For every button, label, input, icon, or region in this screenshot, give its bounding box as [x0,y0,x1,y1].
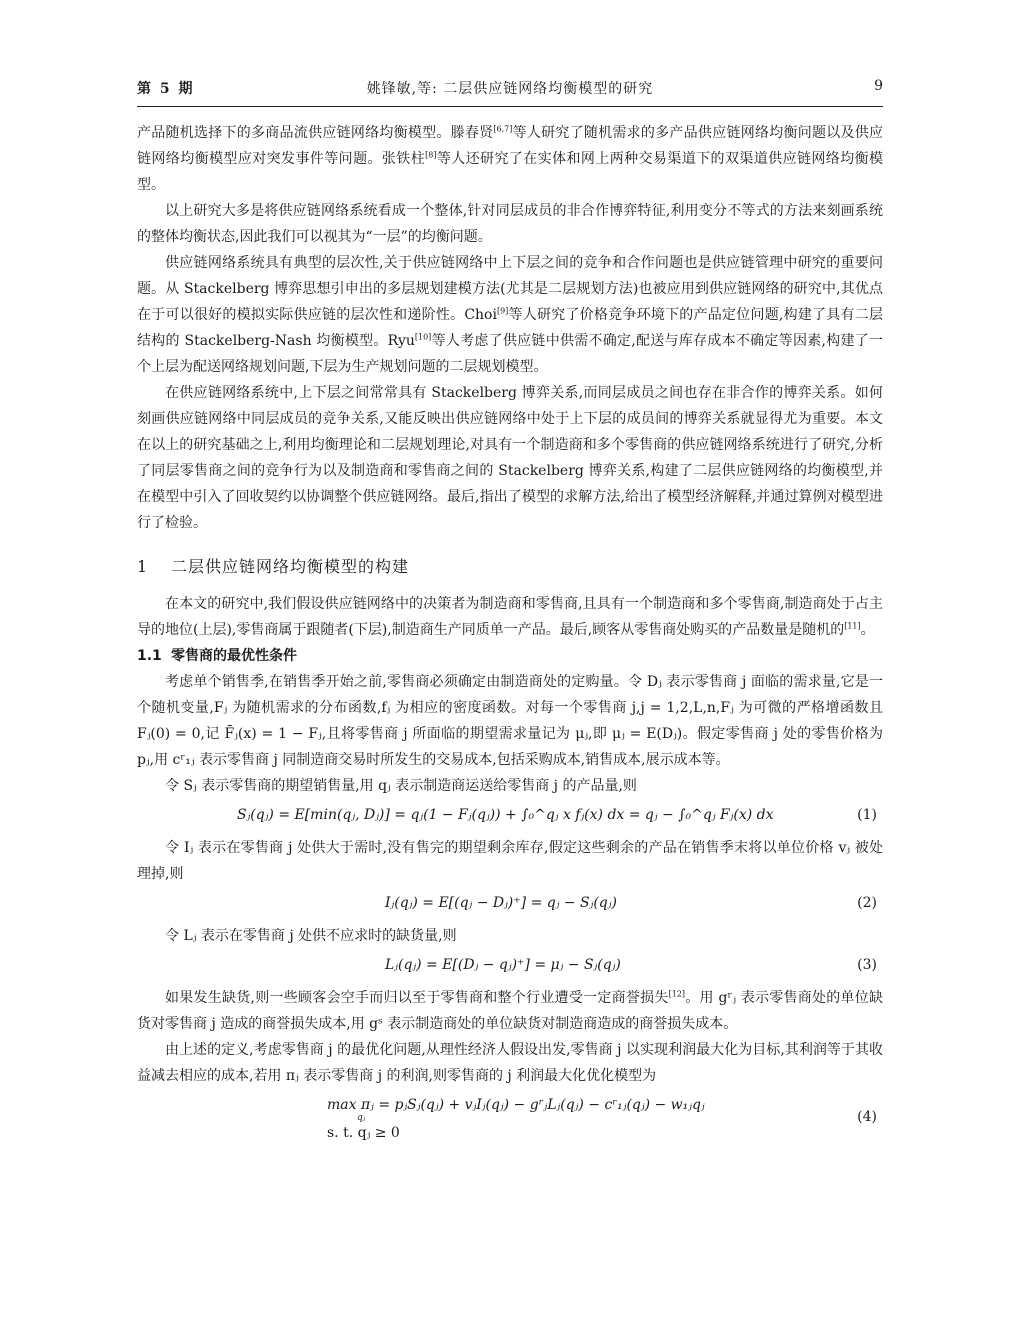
text-run: 如果发生缺货,则一些顾客会空手而归以至于零售商和整个行业遭受一定商誉损失 [165,990,669,1006]
text-run: 等人还研究了在实体和网上两种交易渠道下的双渠道供应链网络均衡模型。 [137,151,884,193]
equation-expression: Iⱼ(qⱼ) = E[(qⱼ − Dⱼ)⁺] = qⱼ − Sⱼ(qⱼ) [385,895,617,911]
text-run: 等人研究了价格竞争环境下的产品定位问题,构建了具有二层结构的 Stackelberg-Nash 均衡模型。Ryu [137,307,883,349]
citation: [6,7] [493,124,513,134]
subsection-paragraph-2: 令 Sⱼ 表示零售商的期望销售量,用 qⱼ 表示制造商运送给零售商 j 的产品量,则 [165,778,637,794]
subsection-heading-1-1 [137,643,883,669]
text-run: 等人研究了随机需求的多产品供应链网络均衡问题以及供应链网络均衡模型应对突发事件等问题。张铁柱 [137,125,884,167]
citation: [12] [668,989,686,999]
equation-number: (2) [857,895,877,911]
subsection-number: 1.1 [137,648,162,664]
running-header [137,78,883,102]
citation: [8] [425,150,437,160]
subsection-title: 零售商的最优性条件 [171,648,297,664]
equation-expression: Lⱼ(qⱼ) = E[(Dⱼ − qⱼ)⁺] = μⱼ − Sⱼ(qⱼ) [385,957,621,973]
subsection-paragraph-1: 考虑单个销售季,在销售季开始之前,零售商必须确定由制造商处的定购量。令 Dⱼ 表示零售商 j 面临的需求量,它是一个随机变量,Fⱼ 为随机需求的分布函数,fⱼ 为相应的密度函数。对每一个零售商 j,j = 1,2,L,n,Fⱼ 为可微的严格增函数且 Fⱼ(0) = 0,记 F̄ⱼ(x) = 1 − Fⱼ,且将零售商 j 所面临的期望需求量记为 μⱼ,即 μⱼ = E(Dⱼ)。假定零售商 j 处的零售价格为 pⱼ,用 cʳ₁ⱼ 表示零售商 j 同制造商交易时所发生的交易成本,包括采购成本,销售成本,展示成本等。 [137,674,883,768]
subsection-paragraph-5 [137,985,883,1037]
text-run: 供应链网络系统具有典型的层次性,关于供应链网络中上下层之间的竞争和合作问题也是供应链管理中研究的重要问题。从 Stackelberg 博弈思想引申出的多层规划建模方法(尤其是二层规划方法)也被应用到供应链网络的研究中,其优点在于可以很好的模拟实际供应链的层次性和递阶性。Choi [137,255,883,323]
header-rule [137,106,883,107]
intro-paragraph-1 [137,120,883,198]
text-run: 。用 gʳⱼ 表示零售商处的单位缺货对零售商 j 造成的商誉损失成本,用 gˢ 表示制造商处的单位缺货对制造商造成的商誉损失成本。 [137,990,884,1032]
equation-expression: Sⱼ(qⱼ) = E[min(qⱼ, Dⱼ)] = qⱼ(1 − Fⱼ(qⱼ)) + ∫₀^qⱼ x fⱼ(x) dx = qⱼ − ∫₀^qⱼ Fⱼ(x) dx [237,807,774,823]
intro-paragraph-2: 以上研究大多是将供应链网络系统看成一个整体,针对同层成员的非合作博弈特征,利用变分不等式的方法来刻画系统的整体均衡状态,因此我们可以视其为“一层”的均衡问题。 [137,203,883,245]
section1-paragraph-1 [137,591,883,643]
issue-label: 第 5 期 [137,81,195,97]
running-title: 姚锋敏,等: 二层供应链网络均衡模型的研究 [366,81,654,97]
intro-paragraph-3 [137,250,883,380]
section-title: 二层供应链网络均衡模型的构建 [171,557,410,576]
page-number: 9 [874,78,883,94]
equation-4 [137,1089,883,1145]
equation-1 [137,799,883,835]
citation: [10] [414,332,432,342]
equation-subscript: qⱼ [357,1113,366,1123]
text-run: 产品随机选择下的多商品流供应链网络均衡模型。滕春贤 [137,125,494,141]
citation: [11] [844,621,861,631]
equation-number: (4) [857,1109,877,1125]
equation-3 [137,949,883,985]
subsection-paragraph-6: 由上述的定义,考虑零售商 j 的最优化问题,从理性经济人假设出发,零售商 j 以实现利润最大化为目标,其利润等于其收益减去相应的成本,若用 πⱼ 表示零售商 j 的利润,则零售商的 j 利润最大化优化模型为 [137,1042,883,1084]
text-run: 等人考虑了供应链中供需不确定,配送与库存成本不确定等因素,构建了一个上层为配送网络规划问题,下层为生产规划问题的二层规划模型。 [137,333,883,375]
intro-paragraph-4: 在供应链网络系统中,上下层之间常常具有 Stackelberg 博弈关系,而同层成员之间也存在非合作的博弈关系。如何刻画供应链网络中同层成员的竞争关系,又能反映出供应链网络中处于上下层的成员间的博弈关系就显得尤为重要。本文在以上的研究基础之上,利用均衡理论和二层规划理论,对具有一个制造商和多个零售商的供应链网络系统进行了研究,分析了同层零售商之间的竞争行为以及制造商和零售商之间的 Stackelberg 博弈关系,构建了二层供应链网络的均衡模型,并在模型中引入了回收契约以协调整个供应链网络。最后,指出了模型的求解方法,给出了模型经济解释,并通过算例对模型进行了检验。 [137,385,883,531]
subsection-paragraph-4: 令 Lⱼ 表示在零售商 j 处供不应求时的缺货量,则 [165,928,457,944]
text-run: 。 [860,622,875,638]
section-heading-1 [137,554,883,577]
citation: [9] [496,306,509,316]
subsection-paragraph-3: 令 Iⱼ 表示在零售商 j 处供大于需时,没有售完的期望剩余库存,假定这些剩余的产品在销售季末将以单位价格 vⱼ 被处理掉,则 [137,840,883,882]
equation-constraint: s. t. qⱼ ≥ 0 [327,1125,400,1141]
equation-expression: max πⱼ = pⱼSⱼ(qⱼ) + vⱼIⱼ(qⱼ) − gʳⱼLⱼ(qⱼ) − cʳ₁ⱼ(qⱼ) − w₁ⱼqⱼ [327,1097,705,1113]
equation-number: (1) [857,807,877,823]
section-number: 1 [137,557,149,576]
text-run: 在本文的研究中,我们假设供应链网络中的决策者为制造商和零售商,且具有一个制造商和多个零售商,制造商处于占主导的地位(上层),零售商属于跟随者(下层),制造商生产同质单一产品。最后,顾客从零售商处购买的产品数量是随机的 [137,596,883,638]
equation-number: (3) [857,957,877,973]
equation-2 [137,887,883,923]
article-body [137,120,883,1145]
